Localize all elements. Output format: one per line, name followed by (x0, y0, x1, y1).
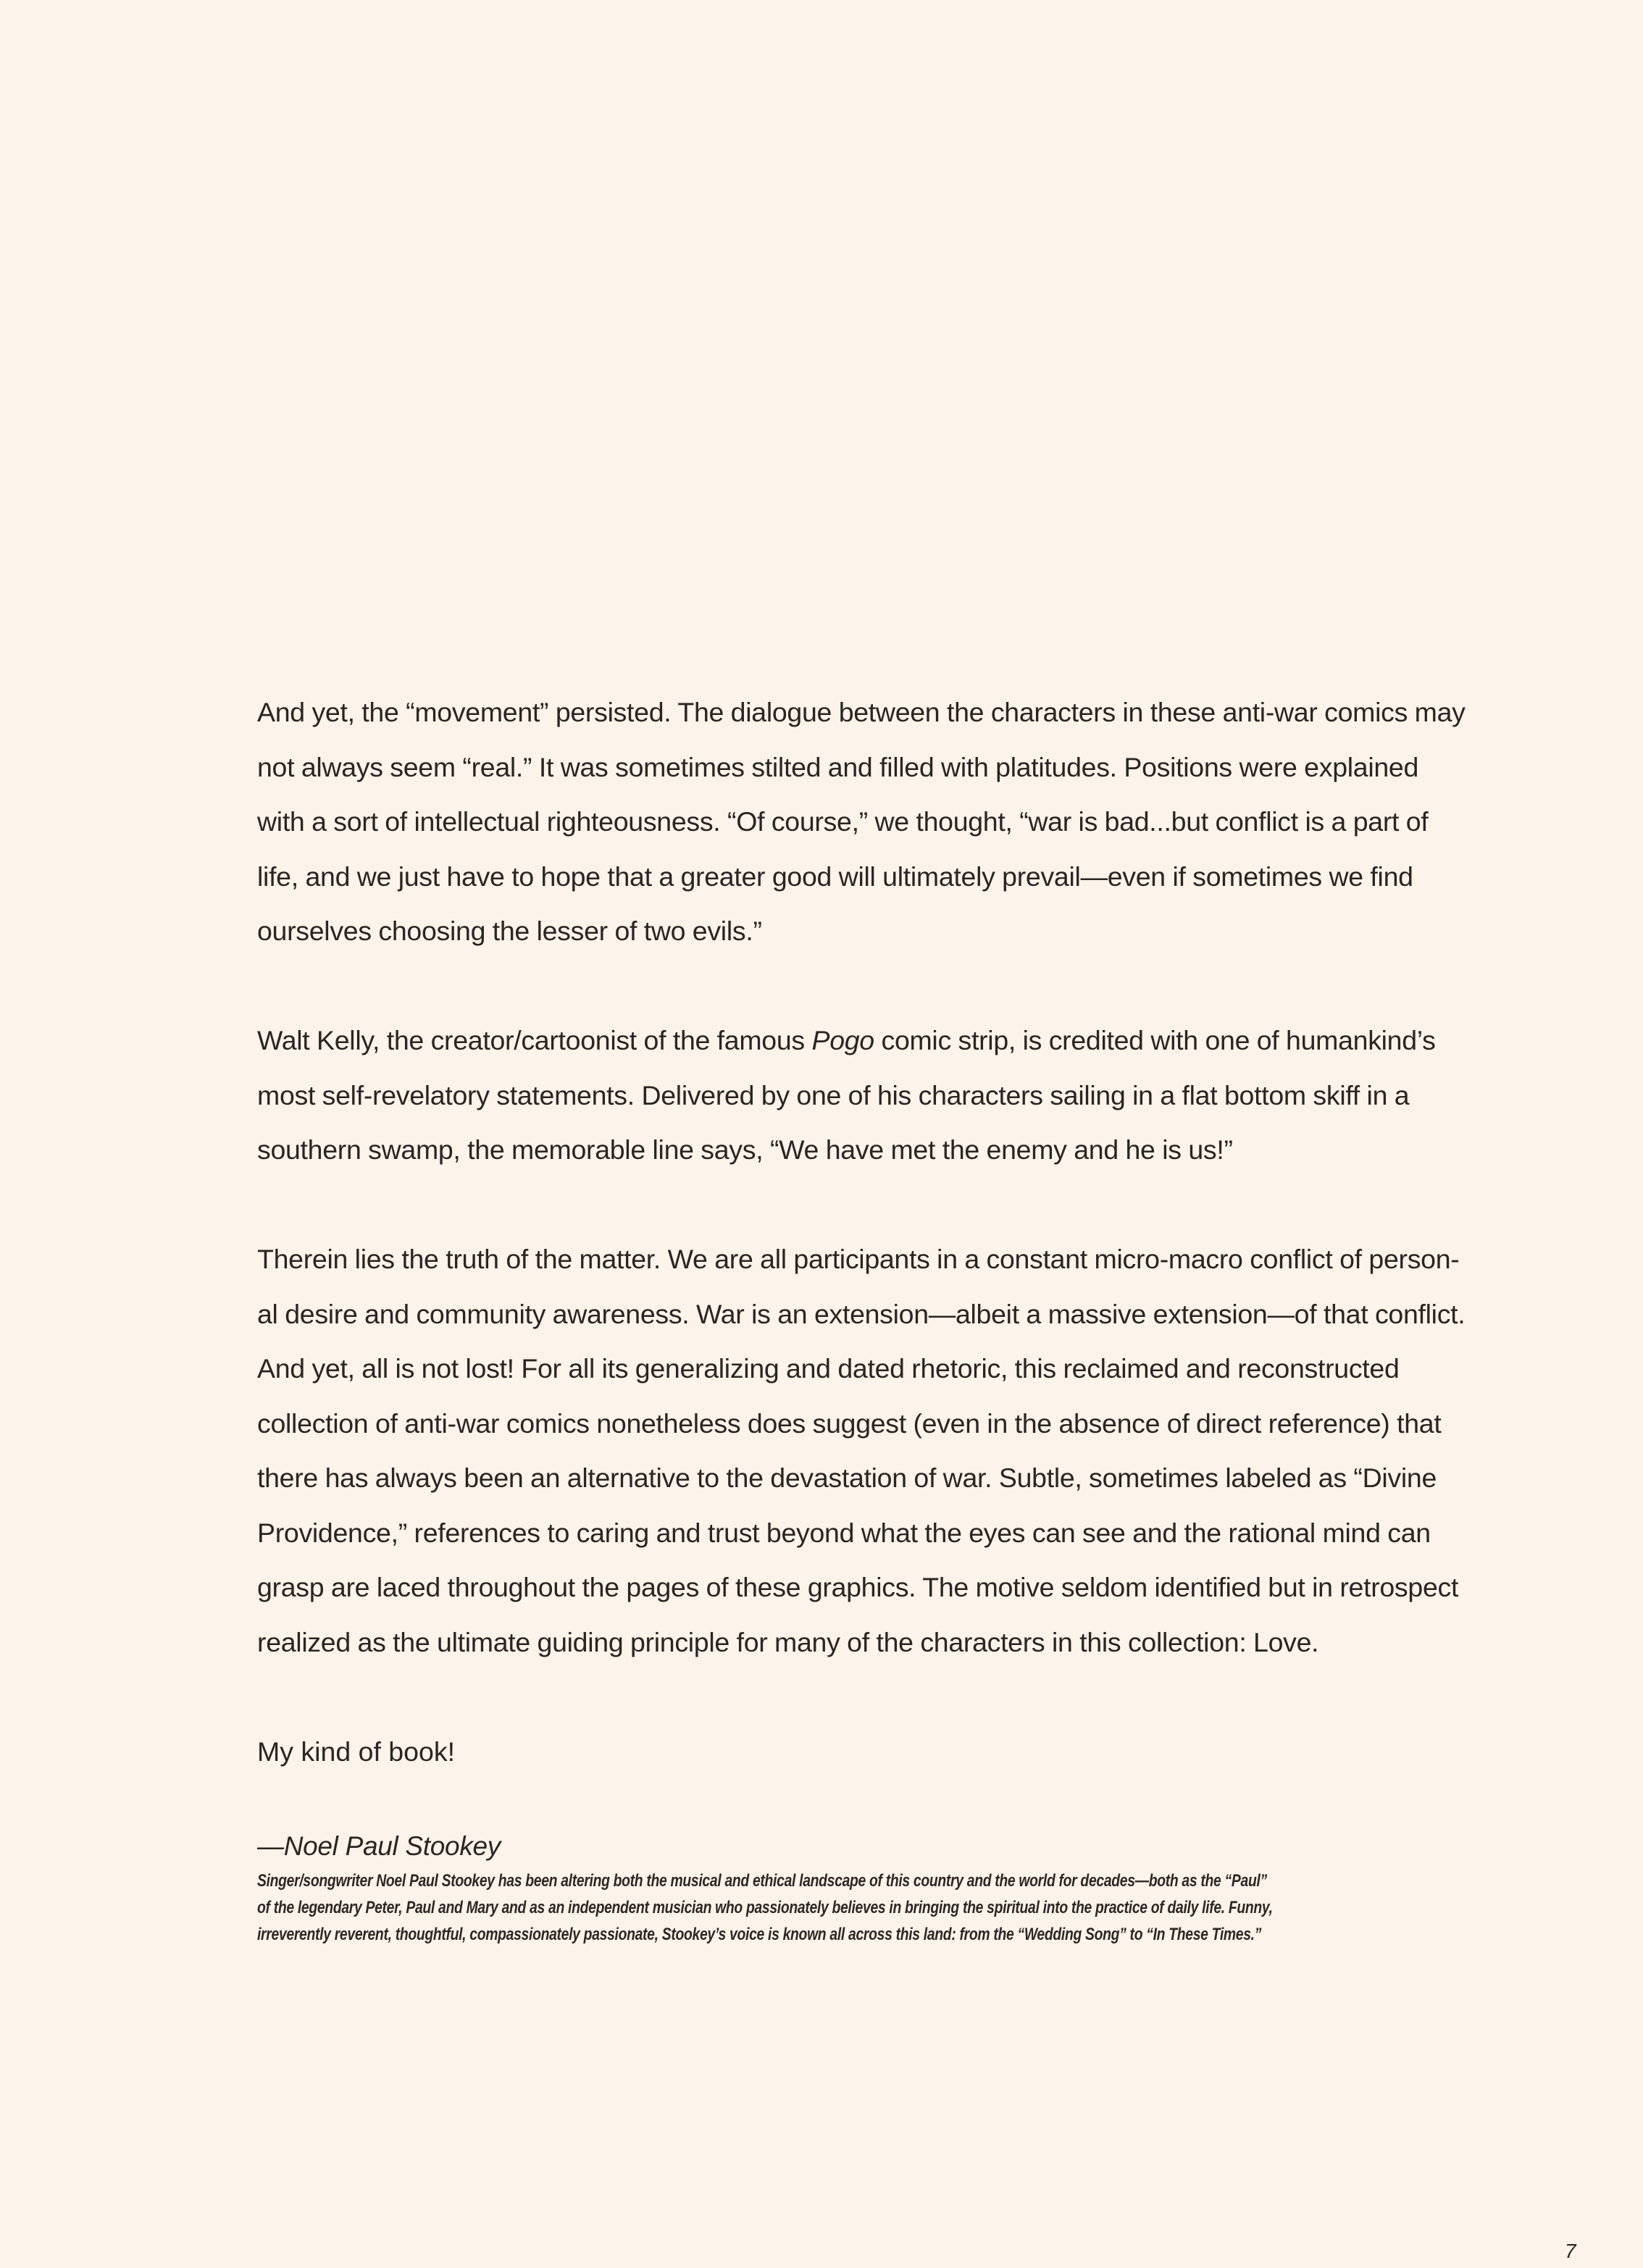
author-attribution: —Noel Paul Stookey (257, 1831, 501, 1861)
text-line: grasp are laced throughout the pages of these graphics. The motive seldom identified but in retrospect (257, 1572, 1459, 1602)
text-segment: comic strip, is credited with one of humankind’s (874, 1025, 1436, 1055)
paragraph-1 (257, 685, 1466, 959)
text-line: with a sort of intellectual righteousness. “Of course,” we thought, “war is bad...but conflict is a part of (257, 806, 1429, 837)
comic-title: Pogo (811, 1025, 874, 1055)
text-line: And yet, the “movement” persisted. The dialogue between the characters in these anti-war comics may (257, 697, 1466, 727)
text-line: Therein lies the truth of the matter. We are all participants in a constant micro-macro conflict of person- (257, 1244, 1460, 1274)
text-line: ourselves choosing the lesser of two evils.” (257, 916, 762, 946)
paragraph-3 (257, 1232, 1466, 1670)
text-line: not always seem “real.” It was sometimes stilted and filled with platitudes. Positions were explained (257, 751, 1419, 782)
text-line: southern swamp, the memorable line says, “We have met the enemy and he is us!” (257, 1134, 1233, 1165)
bio-line: Singer/songwriter Noel Paul Stookey has been altering both the musical and ethical landscape of this country and the world for decades—both as the “Paul” (257, 1871, 1267, 1891)
text-line: al desire and community awareness. War is an extension—albeit a massive extension—of that conflict. (257, 1298, 1466, 1329)
paragraph-4: My kind of book! (257, 1736, 456, 1767)
text-line: Providence,” references to caring and trust beyond what the eyes can see and the rational mind can (257, 1517, 1431, 1548)
text-line: life, and we just have to hope that a greater good will ultimately prevail—even if sometimes we find (257, 861, 1413, 892)
bio-line: of the legendary Peter, Paul and Mary and as an independent musician who passionately believes in bringing the spiritual into the practice of daily life. Funny, (257, 1898, 1273, 1917)
text-line: there has always been an alternative to the devastation of war. Subtle, sometimes labeled as “Divine (257, 1463, 1437, 1493)
page-number: 7 (1565, 2240, 1576, 2262)
paragraph-2 (257, 1013, 1445, 1178)
text-line: realized as the ultimate guiding principle for many of the characters in this collection: Love. (257, 1626, 1319, 1657)
author-bio (257, 1867, 1442, 1948)
text-line: And yet, all is not lost! For all its generalizing and dated rhetoric, this reclaimed and reconstructed (257, 1353, 1400, 1384)
text-line (257, 1013, 1445, 1068)
text-line: collection of anti-war comics nonetheless does suggest (even in the absence of direct reference) that (257, 1407, 1442, 1439)
article-body (257, 685, 1466, 1948)
text-line: most self-revelatory statements. Delivered by one of his characters sailing in a flat bottom skiff in a (257, 1079, 1410, 1110)
text-segment: Walt Kelly, the creator/cartoonist of the famous (257, 1025, 812, 1055)
bio-line: irreverently reverent, thoughtful, compassionately passionate, Stookey’s voice is known all across this land: from the “Wedding Song” to “In These Times.” (257, 1925, 1262, 1944)
